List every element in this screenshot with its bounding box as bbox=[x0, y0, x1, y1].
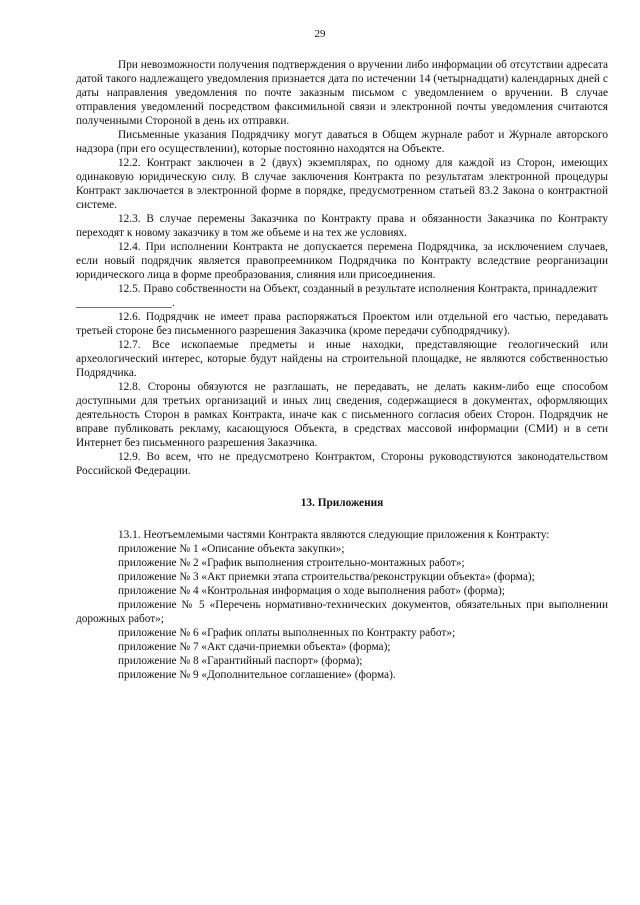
appendix-item-4: приложение № 4 «Контрольная информация о ходе выполнения работ» (форма); bbox=[118, 585, 505, 597]
paragraph-12-8: 12.8. Стороны обязуются не разглашать, не передавать, не делать каким-либо еще способом доступными для третьих организаций и иных лиц сведения, содержащиеся в документах, оформляющих деятельность Сторон в рамках Контракта, иначе как с письменного согласия обеих Сторон. Подрядчик не вправе публиковать рекламу, касающуюся Объекта, в средствах массовой информации (СМИ) и в сети Интернет без письменного разрешения Заказчика. bbox=[76, 381, 608, 449]
paragraph-12-5: 12.5. Право собственности на Объект, созданный в результате исполнения Контракта, принадлежит _________________. bbox=[76, 283, 598, 309]
appendix-item-1: приложение № 1 «Описание объекта закупки»; bbox=[118, 543, 345, 555]
appendix-item-5: приложение № 5 «Перечень нормативно-технических документов, обязательных при выполнении дорожных работ»; bbox=[76, 599, 608, 625]
paragraph-12-2: 12.2. Контракт заключен в 2 (двух) экземплярах, по одному для каждой из Сторон, имеющих одинаковую юридическую силу. В случае заключения Контракта по результатам электронной процедуры Контракт заключается в электронной форме в порядке, предусмотренном статьей 83.2 Закона о контрактной системе. bbox=[76, 157, 608, 211]
paragraph-12-7: 12.7. Все ископаемые предметы и иные находки, представляющие геологический или археологический интерес, которые будут найдены на строительной площадке, не являются собственностью Подрядчика. bbox=[76, 339, 608, 379]
appendix-item-2: приложение № 2 «График выполнения строительно-монтажных работ»; bbox=[118, 557, 465, 569]
appendix-item-9: приложение № 9 «Дополнительное соглашение» (форма). bbox=[118, 669, 396, 681]
appendix-item-6: приложение № 6 «График оплаты выполненных по Контракту работ»; bbox=[118, 627, 456, 639]
appendix-item-3: приложение № 3 «Акт приемки этапа строительства/реконструкции объекта» (форма); bbox=[118, 571, 535, 583]
document-body bbox=[76, 58, 608, 682]
paragraph-12-9: 12.9. Во всем, что не предусмотрено Контрактом, Стороны руководствуются законодательством Российской Федерации. bbox=[76, 451, 608, 477]
paragraph-12-6: 12.6. Подрядчик не имеет права распоряжаться Проектом или отдельной его частью, передавать третьей стороне без письменного разрешения Заказчика (кроме передачи субподрядчику). bbox=[76, 311, 608, 337]
section-heading: 13. Приложения bbox=[300, 497, 384, 509]
paragraph-notice-delivery: При невозможности получения подтверждения о вручении либо информации об отсутствии адресата датой такого надлежащего уведомления признается дата по истечении 14 (четырнадцати) календарных дней с даты направления уведомления по почте заказным письмом с уведомлением о вручении. В случае отправления уведомлений посредством факсимильной связи и электронной почты уведомления считаются полученными Стороной в день их отправки. bbox=[76, 59, 608, 127]
paragraph-12-4: 12.4. При исполнении Контракта не допускается перемена Подрядчика, за исключением случаев, если новый подрядчик является правопреемником Подрядчика по Контракту вследствие реорганизации юридического лица в форме преобразования, слияния или присоединения. bbox=[76, 241, 608, 281]
appendix-item-7: приложение № 7 «Акт сдачи-приемки объекта» (форма); bbox=[118, 641, 391, 653]
appendix-intro: 13.1. Неотъемлемыми частями Контракта являются следующие приложения к Контракту: bbox=[118, 529, 550, 541]
page-number: 29 bbox=[314, 28, 326, 40]
paragraph-12-3: 12.3. В случае перемены Заказчика по Контракту права и обязанности Заказчика по Контракту переходят к новому заказчику в том же объеме и на тех же условиях. bbox=[76, 213, 608, 239]
appendix-item-8: приложение № 8 «Гарантийный паспорт» (форма); bbox=[118, 655, 363, 667]
paragraph-written-instructions: Письменные указания Подрядчику могут даваться в Общем журнале работ и Журнале авторского надзора (при его осуществлении), которые постоянно находятся на Объекте. bbox=[76, 129, 608, 155]
